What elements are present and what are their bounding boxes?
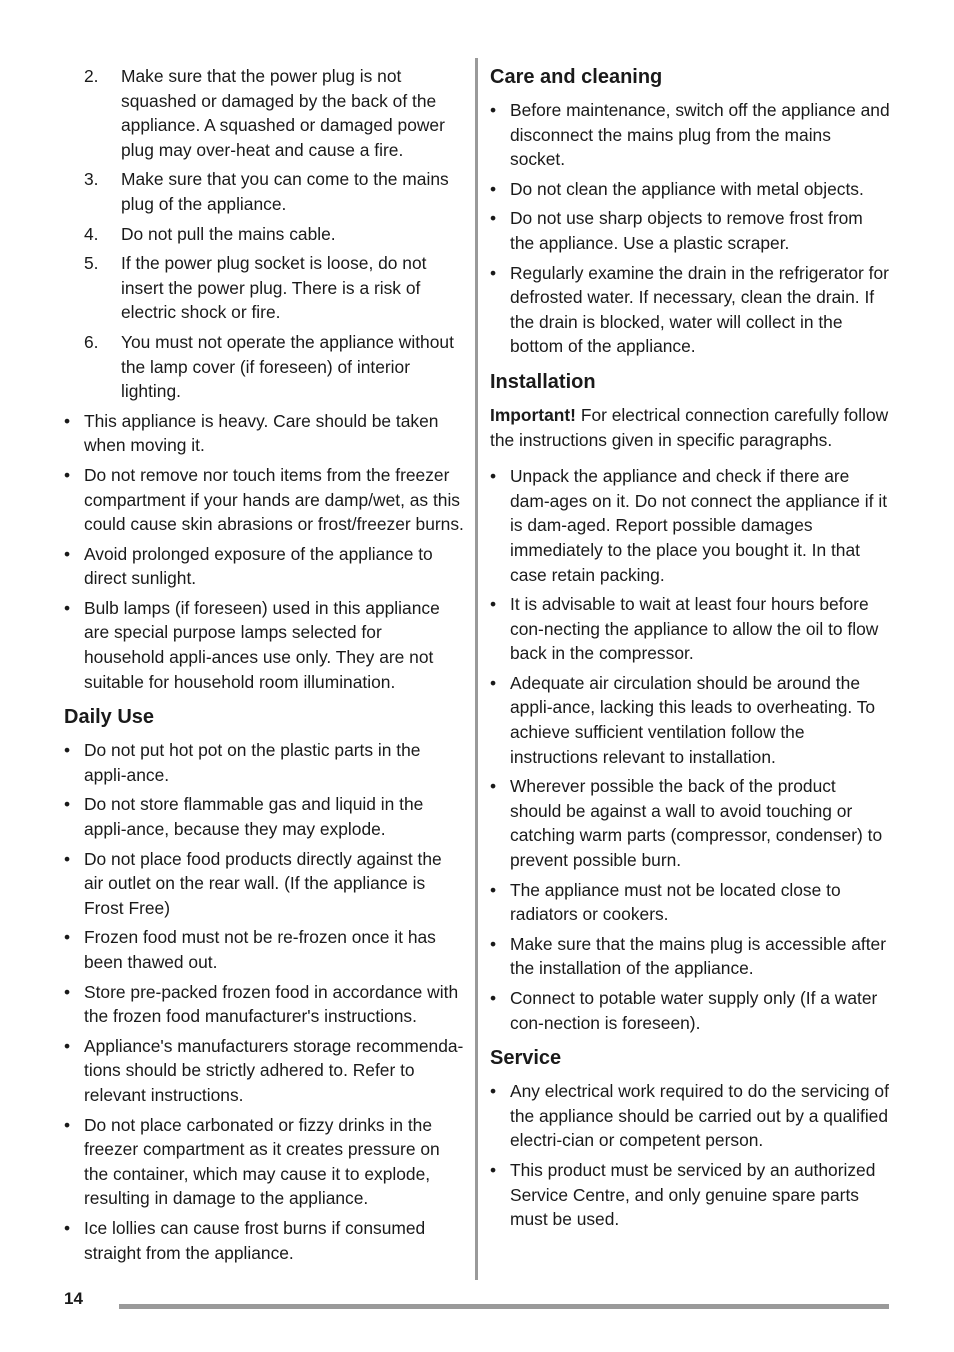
item-number: 4.	[84, 223, 99, 244]
list-item	[490, 932, 890, 981]
list-item	[490, 671, 890, 769]
bullet-icon: •	[490, 988, 497, 1008]
list-item	[490, 98, 890, 172]
list-item	[490, 177, 890, 202]
list-item	[64, 980, 464, 1029]
bullet-icon: •	[490, 1081, 497, 1102]
item-number: 5.	[84, 253, 99, 274]
bullet-icon: •	[490, 178, 497, 199]
bullet-icon: •	[490, 1159, 497, 1180]
service-list	[490, 1079, 890, 1232]
bullet-icon: •	[64, 848, 71, 869]
list-item	[64, 1113, 464, 1211]
important-label: Important!	[490, 404, 576, 425]
item-text: It is advisable to wait at least four hours before con-necting the appliance to allow the oil to flow back in the compressor.	[510, 594, 879, 664]
bullet-icon: •	[64, 410, 71, 431]
numbered-item	[64, 64, 464, 162]
bullet-icon: •	[64, 927, 71, 948]
footer-rule	[119, 1304, 889, 1309]
bullet-icon: •	[490, 933, 497, 954]
care-cleaning-list	[490, 98, 890, 359]
list-item	[490, 206, 890, 255]
item-text: Make sure that the power plug is not squashed or damaged by the back of the appliance. A squashed or damaged power plug may over-heat and cause a fire.	[121, 66, 445, 160]
list-item	[64, 792, 464, 841]
item-text: You must not operate the appliance without the lamp cover (if foreseen) of interior lighting.	[121, 331, 454, 402]
list-item	[490, 986, 890, 1035]
bullet-icon: •	[490, 879, 497, 900]
numbered-list	[64, 64, 464, 404]
bullet-icon: •	[64, 1217, 71, 1238]
item-text: Do not store flammable gas and liquid in the appli-ance, because they may explode.	[84, 794, 424, 840]
item-text: Do not use sharp objects to remove frost from the appliance. Use a plastic scraper.	[510, 208, 863, 253]
item-text: Do not clean the appliance with metal objects.	[510, 178, 864, 199]
service-heading: Service	[490, 1047, 562, 1070]
item-text: Any electrical work required to do the servicing of the appliance should be carried out by a qualified electri-cian or competent person.	[510, 1081, 889, 1151]
numbered-item	[64, 330, 464, 404]
important-text: For electrical connection carefully follow the instructions given in specific paragraphs.	[490, 404, 889, 450]
item-text: Before maintenance, switch off the appliance and disconnect the mains plug from the mains socket.	[510, 100, 890, 170]
installation-important-note	[490, 403, 890, 452]
bullet-icon: •	[64, 794, 71, 815]
bullet-icon: •	[490, 262, 497, 283]
item-text: Do not place carbonated or fizzy drinks in the freezer compartment as it creates pressure on the container, which may cause it to explode, resulting in damage to the appliance.	[84, 1114, 440, 1209]
column-divider	[475, 58, 478, 1280]
list-item	[64, 542, 464, 591]
bullet-icon: •	[490, 776, 497, 797]
item-text: Adequate air circulation should be around the appli-ance, lacking this leads to overheating. To achieve sufficient ventilation follow the instructions relevant to installation.	[510, 672, 876, 767]
item-text: Unpack the appliance and check if there are dam-ages on it. Do not connect the appliance if it is dam-aged. Report possible damages immediately to the place you bought it. In that case retain packing.	[510, 466, 888, 585]
list-item	[490, 878, 890, 927]
item-text: This product must be serviced by an authorized Service Centre, and only genuine spare parts must be used.	[510, 1159, 876, 1230]
item-text: Avoid prolonged exposure of the appliance to direct sunlight.	[84, 543, 433, 589]
bullet-icon: •	[64, 597, 71, 618]
item-text: Do not put hot pot on the plastic parts in the appli-ance.	[84, 740, 421, 785]
item-text: Do not pull the mains cable.	[121, 223, 336, 244]
item-text: Wherever possible the back of the product should be against a wall to avoid touching or catching warm parts (compressor, condenser) to prevent possible burn.	[510, 776, 883, 871]
bullet-icon: •	[64, 1114, 71, 1135]
bullet-icon: •	[490, 100, 497, 120]
list-item	[64, 847, 464, 921]
list-item	[64, 1216, 464, 1265]
bullet-icon: •	[490, 466, 497, 487]
item-text: The appliance must not be located close to radiators or cookers.	[510, 879, 841, 925]
bullet-icon: •	[490, 672, 497, 693]
item-number: 2.	[84, 66, 99, 86]
item-text: Frozen food must not be re-frozen once it has been thawed out.	[84, 927, 436, 972]
item-number: 6.	[84, 331, 99, 352]
daily-use-heading: Daily Use	[64, 706, 155, 729]
item-text: Appliance's manufacturers storage recommenda-tions should be strictly adhered to. Refer to relevant instructions.	[84, 1035, 464, 1105]
item-text: Ice lollies can cause frost burns if consumed straight from the appliance.	[84, 1217, 426, 1263]
item-text: Regularly examine the drain in the refrigerator for defrosted water. If necessary, clean the drain. If the drain is blocked, water will collect in the bottom of the appliance.	[510, 262, 889, 357]
daily-use-list	[64, 738, 464, 1265]
item-text: Make sure that you can come to the mains plug of the appliance.	[121, 169, 449, 214]
bullet-icon: •	[490, 208, 497, 229]
item-text: If the power plug socket is loose, do not insert the power plug. There is a risk of electric shock or fire.	[121, 253, 427, 323]
list-item	[490, 592, 890, 666]
item-text: Make sure that the mains plug is accessible after the installation of the appliance.	[510, 933, 887, 979]
installation-heading: Installation	[490, 370, 596, 393]
list-item	[490, 464, 890, 587]
numbered-item	[64, 222, 464, 247]
list-item	[64, 1034, 464, 1108]
item-text: Do not remove nor touch items from the freezer compartment if your hands are damp/wet, as this could cause skin abrasions or frost/freezer burns.	[84, 464, 464, 535]
numbered-item	[64, 251, 464, 325]
list-item	[490, 774, 890, 872]
care-cleaning-heading: Care and cleaning	[490, 66, 663, 88]
right-column	[490, 64, 890, 1237]
installation-list	[490, 464, 890, 1035]
safety-bullet-list	[64, 409, 464, 695]
list-item	[490, 261, 890, 359]
bullet-icon: •	[64, 464, 71, 485]
bullet-icon: •	[64, 981, 71, 1002]
item-text: Bulb lamps (if foreseen) used in this appliance are special purpose lamps selected for household appli-ances use only. They are not suitable for household room illumination.	[84, 597, 440, 692]
item-text: Connect to potable water supply only (If a water con-nection is foreseen).	[510, 988, 878, 1033]
item-text: Do not place food products directly against the air outlet on the rear wall. (If the appliance is Frost Free)	[84, 848, 442, 918]
item-number: 3.	[84, 169, 99, 190]
item-text: Store pre-packed frozen food in accordance with the frozen food manufacturer's instructions.	[84, 981, 459, 1027]
list-item	[490, 1079, 890, 1153]
bullet-icon: •	[490, 594, 497, 615]
bullet-icon: •	[64, 543, 71, 564]
list-item	[64, 409, 464, 458]
bullet-icon: •	[64, 740, 71, 761]
item-text: This appliance is heavy. Care should be taken when moving it.	[84, 410, 439, 456]
list-item	[64, 738, 464, 787]
numbered-item	[64, 167, 464, 216]
list-item	[490, 1158, 890, 1232]
list-item	[64, 596, 464, 694]
bullet-icon: •	[64, 1035, 71, 1056]
list-item	[64, 463, 464, 537]
list-item	[64, 925, 464, 974]
page-number: 14	[64, 1289, 83, 1308]
left-column	[64, 64, 464, 1275]
